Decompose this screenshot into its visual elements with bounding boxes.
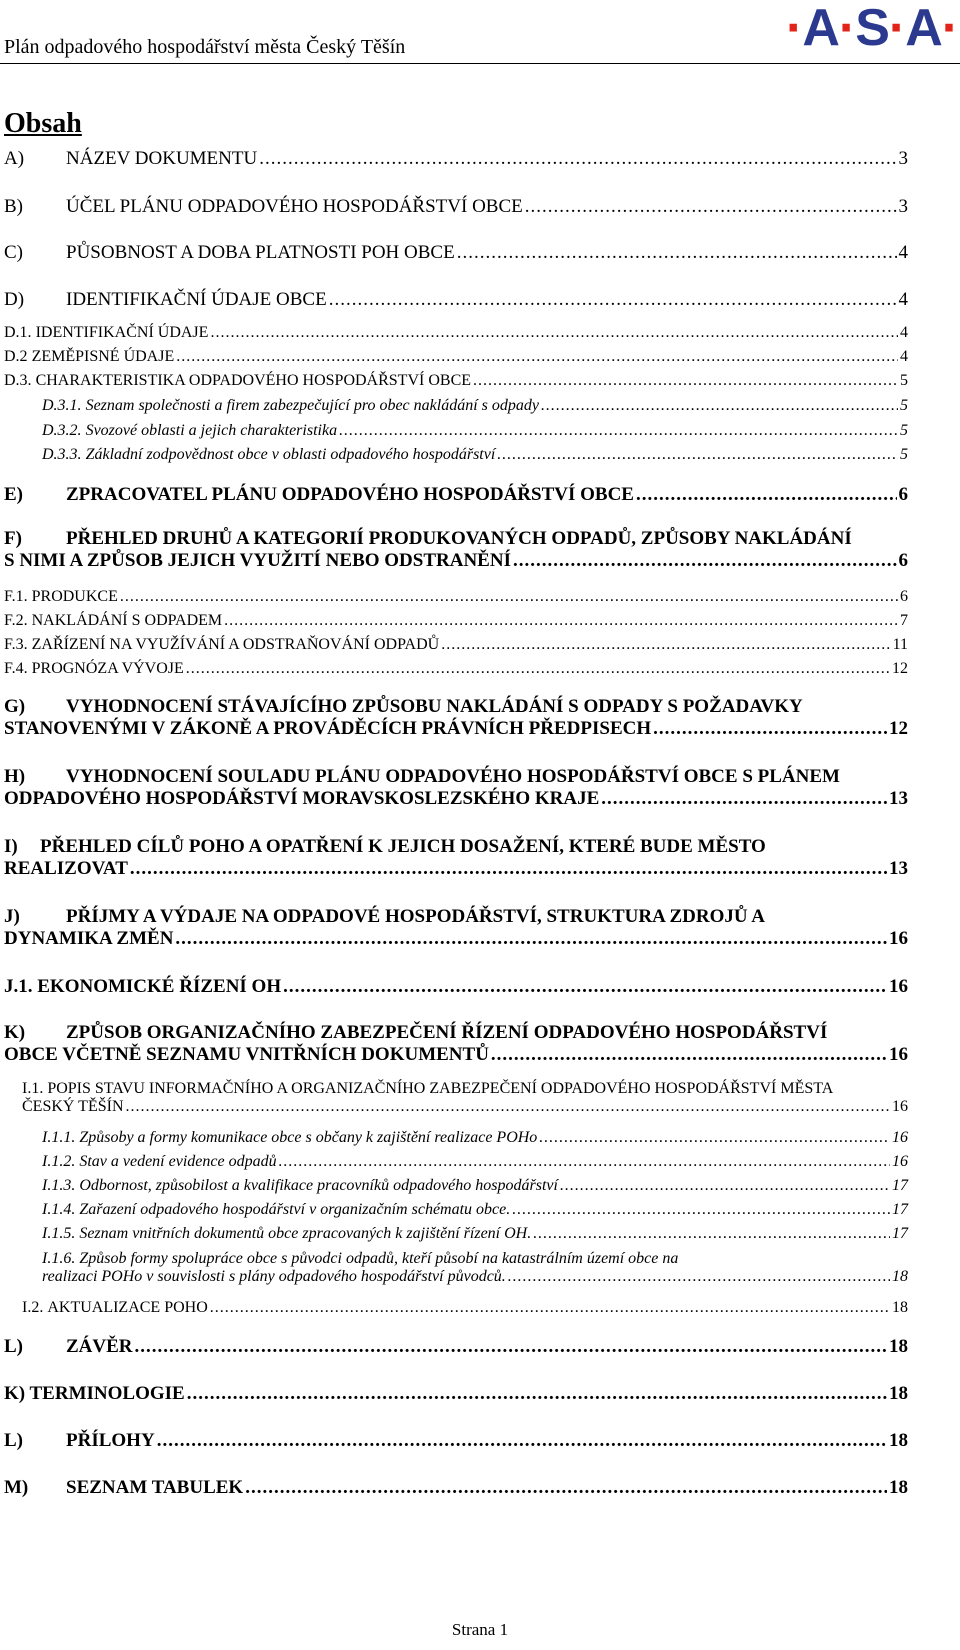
toc-entry-f4[interactable]: F.4. PROGNÓZA VÝVOJE ..... 12 [4, 660, 908, 678]
logo-dot: · [941, 0, 959, 57]
toc-entry-f[interactable]: F) PŘEHLED DRUHŮ A KATEGORIÍ PRODUKOVANÝCH ODPADŮ, ZPŮSOBY NAKLÁDÁNÍ S NIMI A ZPŮSOB JEJICH VYUŽITÍ NEBO ODSTRANĚNÍ ..... 6 [4, 528, 908, 572]
toc-entry-i1[interactable]: I.1. POPIS STAVU INFORMAČNÍHO A ORGANIZAČNÍHO ZABEZPEČENÍ ODPADOVÉHO HOSPODÁŘSTVÍ MĚSTA ČESKÝ TĚŠÍN ..... 16 [22, 1080, 908, 1116]
page-header [0, 0, 960, 62]
toc-entry-d1[interactable]: D.1. IDENTIFIKAČNÍ ÚDAJE ..... 4 [4, 324, 908, 342]
toc-entry-i11[interactable]: I.1.1. Způsoby a formy komunikace obce s občany k zajištění realizace POHo ..... 16 [42, 1129, 908, 1147]
logo-letter: A [905, 0, 942, 57]
toc-entry-c[interactable]: C) PŮSOBNOST A DOBA PLATNOSTI POH OBCE ..... 4 [4, 242, 908, 264]
toc-heading: Obsah [4, 108, 82, 139]
toc-entry-d32[interactable]: D.3.2. Svozové oblasti a jejich charakteristika ..... 5 [42, 422, 908, 440]
toc-entry-i[interactable]: I) PŘEHLED CÍLŮ POHO A OPATŘENÍ K JEJICH DOSAŽENÍ, KTERÉ BUDE MĚSTO REALIZOVAT ..... 13 [4, 836, 908, 880]
toc-entry-i12[interactable]: I.1.2. Stav a vedení evidence odpadů ..... 16 [42, 1153, 908, 1171]
header-divider [0, 63, 960, 64]
toc-entry-m[interactable]: M) SEZNAM TABULEK ..... 18 [4, 1477, 908, 1499]
logo-dot: · [786, 0, 803, 57]
toc-entry-j[interactable]: J) PŘÍJMY A VÝDAJE NA ODPADOVÉ HOSPODÁŘSTVÍ, STRUKTURA ZDROJŮ A DYNAMIKA ZMĚN ..... 16 [4, 906, 908, 950]
logo-dot: · [838, 0, 856, 57]
document-title: Plán odpadového hospodářství města Český Těšín [4, 36, 406, 58]
toc-entry-e[interactable]: E) ZPRACOVATEL PLÁNU ODPADOVÉHO HOSPODÁŘSTVÍ OBCE ..... 6 [4, 484, 908, 506]
toc-entry-l[interactable]: L) ZÁVĚR ..... 18 [4, 1336, 908, 1358]
toc-entry-terminologie[interactable]: K) TERMINOLOGIE ..... 18 [4, 1383, 908, 1405]
toc-entry-j1[interactable]: J.1. EKONOMICKÉ ŘÍZENÍ OH ..... 16 [4, 976, 908, 998]
toc-entry-f2[interactable]: F.2. NAKLÁDÁNÍ S ODPADEM ..... 7 [4, 612, 908, 630]
toc-entry-b[interactable]: B) ÚČEL PLÁNU ODPADOVÉHO HOSPODÁŘSTVÍ OBCE ..... 3 [4, 196, 908, 218]
toc-entry-i16[interactable]: I.1.6. Způsob formy spolupráce obce s původci odpadů, kteří působí na katastrálním území obce na realizaci POHo v souvislosti s plány odpadového hospodářství původců. ..... 18 [42, 1250, 908, 1286]
toc-entry-f1[interactable]: F.1. PRODUKCE ..... 6 [4, 588, 908, 606]
toc-entry-f3[interactable]: F.3. ZAŘÍZENÍ NA VYUŽÍVÁNÍ A ODSTRAŇOVÁNÍ ODPADŮ ..... 11 [4, 636, 908, 654]
page-number: Strana 1 [451, 1620, 509, 1639]
toc-entry-d[interactable]: D) IDENTIFIKAČNÍ ÚDAJE OBCE ..... 4 [4, 289, 908, 311]
toc-entry-i14[interactable]: I.1.4. Zařazení odpadového hospodářství v organizačním schématu obce. ..... 17 [42, 1201, 908, 1219]
toc-entry-prilohy[interactable]: L) PŘÍLOHY ..... 18 [4, 1430, 908, 1452]
toc-entry-d33[interactable]: D.3.3. Základní zodpovědnost obce v oblasti odpadového hospodářství ..... 5 [42, 446, 908, 464]
toc-entry-d2[interactable]: D.2 ZEMĚPISNÉ ÚDAJE ..... 4 [4, 348, 908, 366]
toc-entry-k[interactable]: K) ZPŮSOB ORGANIZAČNÍHO ZABEZPEČENÍ ŘÍZENÍ ODPADOVÉHO HOSPODÁŘSTVÍ OBCE VČETNĚ SEZNAMU VNITŘNÍCH DOKUMENTŮ ..... 16 [4, 1022, 908, 1066]
logo-letter: A [802, 0, 839, 57]
toc-entry-h[interactable]: H) VYHODNOCENÍ SOULADU PLÁNU ODPADOVÉHO HOSPODÁŘSTVÍ OBCE S PLÁNEM ODPADOVÉHO HOSPODÁŘSTVÍ MORAVSKOSLEZSKÉHO KRAJE ..... 13 [4, 766, 908, 810]
toc-entry-i13[interactable]: I.1.3. Odbornost, způsobilost a kvalifikace pracovníků odpadového hospodářství ..... 17 [42, 1177, 908, 1195]
toc-entry-i2[interactable]: I.2. AKTUALIZACE POHO ..... 18 [22, 1299, 908, 1317]
asa-logo [786, 0, 958, 56]
toc-entry-i15[interactable]: I.1.5. Seznam vnitřních dokumentů obce zpracovaných k zajištění řízení OH. ..... 17 [42, 1225, 908, 1243]
logo-letter: S [855, 0, 889, 57]
logo-dot: · [888, 0, 906, 57]
toc-entry-g[interactable]: G) VYHODNOCENÍ STÁVAJÍCÍHO ZPŮSOBU NAKLÁDÁNÍ S ODPADY S POŽADAVKY STANOVENÝMI V ZÁKONĚ A PROVÁDĚCÍCH PRÁVNÍCH PŘEDPISECH ..... 12 [4, 696, 908, 740]
toc-entry-d31[interactable]: D.3.1. Seznam společnosti a firem zabezpečující pro obec nakládání s odpady ..... 5 [42, 397, 908, 415]
toc-entry-d3[interactable]: D.3. CHARAKTERISTIKA ODPADOVÉHO HOSPODÁŘSTVÍ OBCE ..... 5 [4, 372, 908, 390]
toc-entry-a[interactable]: A) NÁZEV DOKUMENTU ..... 3 [4, 148, 908, 170]
